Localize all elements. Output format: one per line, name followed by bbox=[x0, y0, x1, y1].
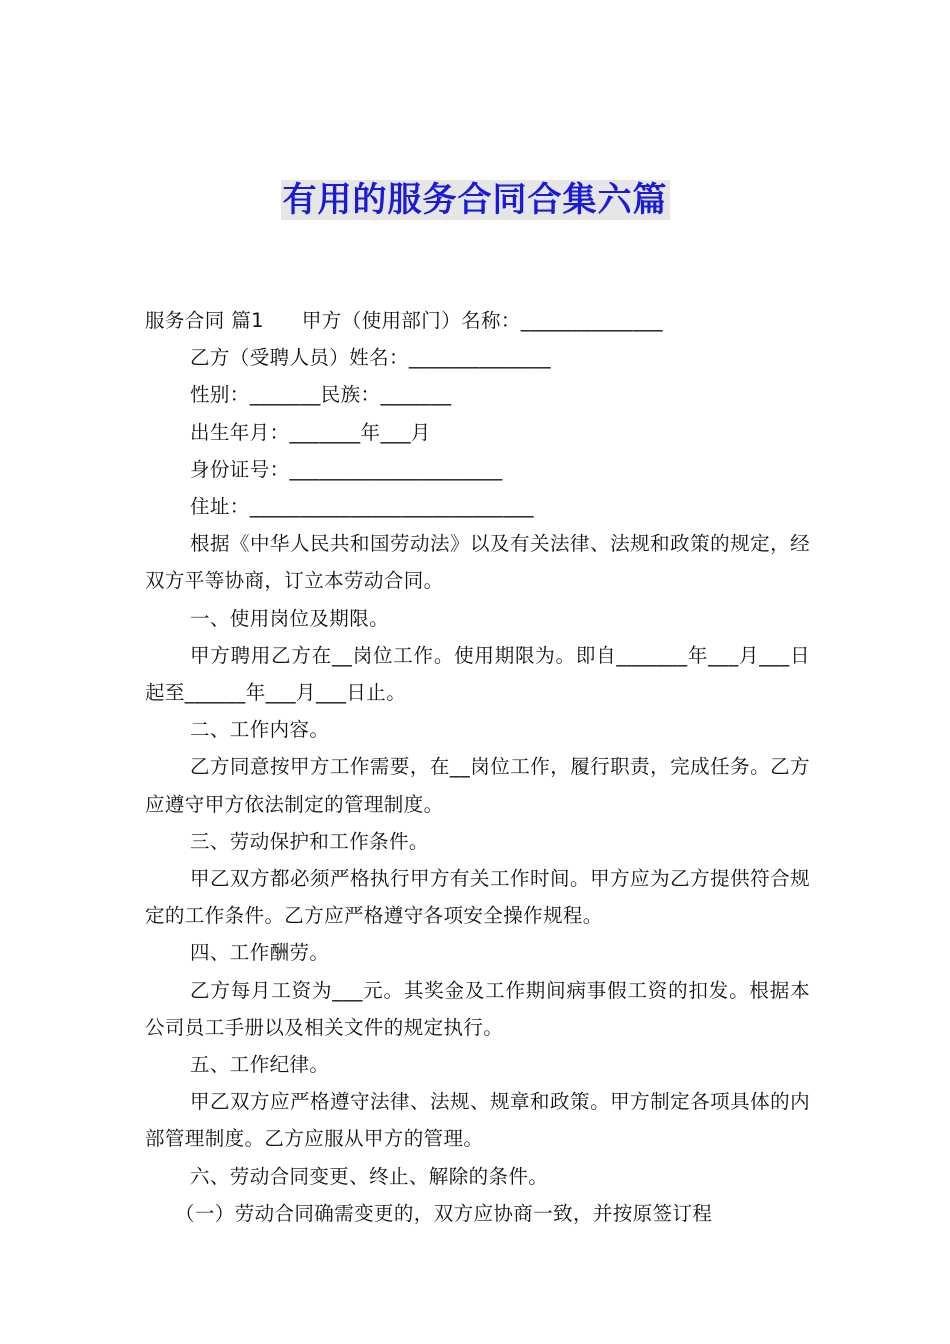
id-number-field: 身份证号：_____________________ bbox=[190, 457, 503, 481]
preamble-paragraph: 根据《中华人民共和国劳动法》以及有关法律、法规和政策的规定，经双方平等协商，订立本劳动合同。 bbox=[145, 532, 810, 593]
clause-heading-3: 三、劳动保护和工作条件。 bbox=[190, 829, 429, 853]
section-label: 服务合同 篇1 bbox=[145, 309, 264, 332]
clause-heading-4: 四、工作酬劳。 bbox=[190, 941, 330, 965]
clause-paragraph-5: 甲乙双方应严格遵守法律、法规、规章和政策。甲方制定各项具体的内部管理制度。乙方应服从甲方的管理。 bbox=[145, 1090, 810, 1151]
party-a-field: 甲方（使用部门）名称：______________ bbox=[301, 309, 663, 332]
clause-paragraph-6: （一）劳动合同确需变更的，双方应协商一致，并按原签订程 bbox=[175, 1201, 713, 1225]
document-title-text: 有用的服务合同合集六篇 bbox=[282, 180, 668, 220]
birth-date-field: 出生年月：_______年___月 bbox=[190, 420, 431, 444]
clause-heading-1: 一、使用岗位及期限。 bbox=[190, 606, 390, 630]
clause-heading-5: 五、工作纪律。 bbox=[190, 1053, 330, 1077]
clause-paragraph-4: 乙方每月工资为___元。其奖金及工作期间病事假工资的扣发。根据本公司员工手册以及相关文件的规定执行。 bbox=[145, 978, 810, 1039]
address-field: 住址：____________________________ bbox=[190, 495, 534, 519]
clause-paragraph-1: 甲方聘用乙方在__岗位工作。使用期限为。即自_______年___月___日起至______年___月___日止。 bbox=[145, 643, 810, 705]
document-title bbox=[0, 178, 950, 222]
gender-ethnicity-field: 性别：_______民族：_______ bbox=[190, 383, 452, 407]
clause-heading-6: 六、劳动合同变更、终止、解除的条件。 bbox=[190, 1164, 549, 1188]
clause-paragraph-3: 甲乙双方都必须严格执行甲方有关工作时间。甲方应为乙方提供符合规定的工作条件。乙方应严格遵守各项安全操作规程。 bbox=[145, 867, 810, 928]
clause-paragraph-2: 乙方同意按甲方工作需要，在__岗位工作，履行职责，完成任务。乙方应遵守甲方依法制定的管理制度。 bbox=[145, 755, 810, 816]
party-b-field: 乙方（受聘人员）姓名：______________ bbox=[190, 346, 551, 370]
clause-heading-2: 二、工作内容。 bbox=[190, 718, 330, 742]
section-heading-line bbox=[145, 302, 810, 339]
document-body bbox=[145, 302, 810, 1232]
